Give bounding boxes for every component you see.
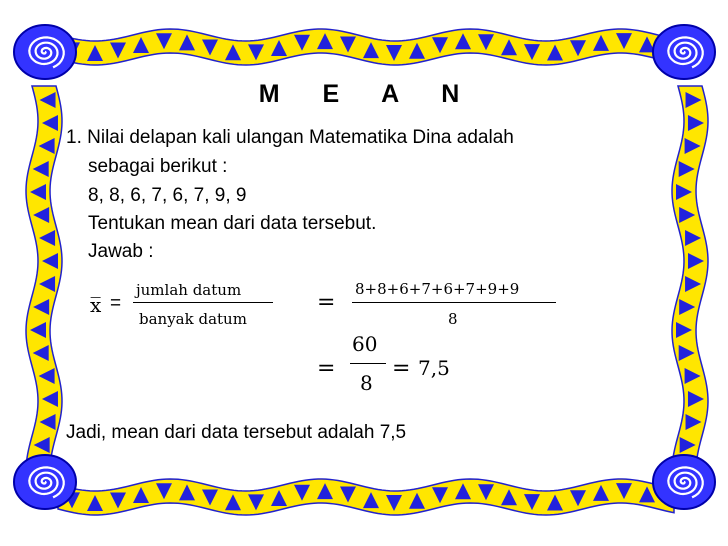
data-values: 8, 8, 6, 7, 6, 7, 9, 9	[88, 185, 247, 206]
step1-denominator: 8	[448, 310, 458, 328]
problem-statement-line-2: sebagai berikut :	[88, 156, 228, 177]
formula-fraction-bar	[133, 302, 273, 303]
step2-fraction-bar	[350, 363, 386, 364]
step1-equals: =	[317, 290, 336, 315]
spiral-bottom-left	[14, 455, 76, 509]
mean-result: 7,5	[418, 356, 450, 380]
instruction-text: Tentukan mean dari data tersebut.	[88, 213, 377, 234]
formula-denominator: banyak datum	[139, 310, 247, 328]
step2-denominator: 8	[360, 371, 373, 395]
conclusion-text: Jadi, mean dari data tersebut adalah 7,5	[66, 422, 407, 443]
spiral-top-left	[14, 25, 76, 79]
step1-numerator: 8+8+6+7+6+7+9+9	[355, 280, 520, 298]
page-title: M E A N	[258, 80, 478, 108]
step2-equals: =	[317, 356, 336, 381]
formula-equals: =	[110, 293, 122, 314]
step1-fraction-bar	[352, 302, 556, 303]
step2-equals-2: =	[392, 356, 411, 381]
step2-numerator: 60	[352, 332, 378, 356]
mean-symbol: x̅	[90, 293, 102, 317]
spiral-bottom-right	[653, 455, 715, 509]
formula-numerator: jumlah datum	[136, 281, 242, 299]
answer-label: Jawab :	[88, 241, 154, 262]
spiral-top-right	[653, 25, 715, 79]
problem-statement-line-1: 1. Nilai delapan kali ulangan Matematika Dina adalah	[66, 127, 514, 148]
